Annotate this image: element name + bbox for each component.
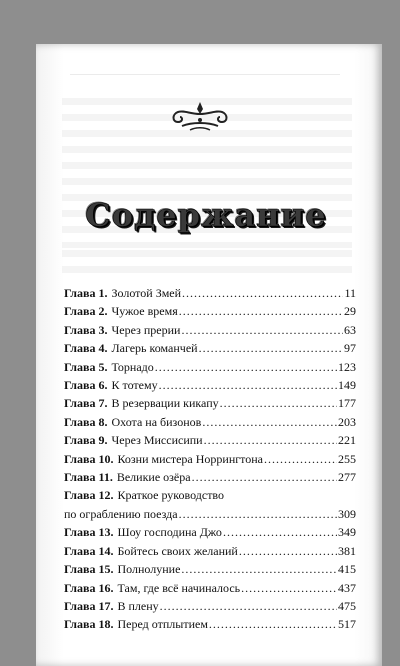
chapter-number: Глава 4. <box>64 341 108 356</box>
toc-entry <box>64 486 356 504</box>
chapter-number: Глава 11. <box>64 470 113 485</box>
leader-dots <box>239 542 337 560</box>
chapter-title: Лагерь команчей <box>111 341 198 356</box>
chapter-number: Глава 9. <box>64 433 108 448</box>
chapter-number: Глава 18. <box>64 617 114 632</box>
page-number: 277 <box>338 470 356 485</box>
chapter-number: Глава 14. <box>64 543 114 558</box>
bleed-through-header <box>70 62 340 75</box>
toc-entry <box>64 615 356 633</box>
chapter-title: Бойтесь своих желаний <box>117 543 238 558</box>
chapter-title: Козни мистера Норрингтона <box>117 451 263 466</box>
chapter-title: Чужое время <box>111 304 178 319</box>
page-number: 29 <box>344 304 356 319</box>
leader-dots <box>159 376 337 394</box>
chapter-title: Золотой Змей <box>111 286 182 300</box>
chapter-title: В резервации кикапу <box>111 396 219 411</box>
page-number: 309 <box>338 506 356 521</box>
leader-dots <box>264 450 337 468</box>
page-number: 221 <box>338 433 356 448</box>
chapter-title-continuation: по ограблению поезда <box>64 506 178 521</box>
page-number: 349 <box>338 525 356 540</box>
page-number: 149 <box>338 378 356 393</box>
page-number: 475 <box>338 598 356 613</box>
chapter-title: Перед отплытием <box>117 617 208 632</box>
chapter-number: Глава 5. <box>64 359 108 374</box>
toc-entry <box>64 450 356 468</box>
page-number: 63 <box>344 322 356 337</box>
toc-entry <box>64 431 356 449</box>
chapter-title: Шоу господина Джо <box>117 525 222 540</box>
chapter-title: Там, где всё начиналось <box>117 580 241 595</box>
chapter-title: Через Миссисипи <box>111 433 203 448</box>
leader-dots <box>181 321 343 339</box>
leader-dots <box>155 358 337 376</box>
toc-entry <box>64 523 356 541</box>
chapter-number: Глава 8. <box>64 414 108 429</box>
toc-entry <box>64 560 356 578</box>
page-number: 11 <box>344 286 356 300</box>
leader-dots <box>209 615 337 633</box>
page-number: 517 <box>338 617 356 632</box>
chapter-title: Охота на бизонов <box>111 414 202 429</box>
toc-entry-continuation <box>64 505 356 523</box>
leader-dots <box>181 560 337 578</box>
leader-dots <box>220 394 337 412</box>
leader-dots <box>204 431 337 449</box>
leader-dots <box>241 579 337 597</box>
page-number: 97 <box>344 341 356 356</box>
chapter-title: К тотему <box>111 378 158 393</box>
toc-entry <box>64 413 356 431</box>
chapter-title: Великие озёра <box>116 470 191 485</box>
chapter-title: Через прерии <box>111 322 181 337</box>
bleed-through-text-2 <box>62 250 352 280</box>
toc-entry <box>64 394 356 412</box>
chapter-number: Глава 13. <box>64 525 114 540</box>
leader-dots <box>160 597 337 615</box>
chapter-title: В плену <box>117 598 159 613</box>
leader-dots <box>192 468 337 486</box>
toc-entry <box>64 579 356 597</box>
chapter-title: Полнолуние <box>117 562 181 577</box>
chapter-number: Глава 2. <box>64 304 108 319</box>
toc-entry <box>64 302 356 320</box>
leader-dots <box>223 523 337 541</box>
toc-entry <box>64 376 356 394</box>
toc-entry <box>64 468 356 486</box>
chapter-number: Глава 17. <box>64 598 114 613</box>
page-number: 255 <box>338 451 356 466</box>
flourish-ornament-icon <box>168 100 232 134</box>
chapter-title: Торнадо <box>111 359 154 374</box>
toc-entry <box>64 542 356 560</box>
leader-dots <box>179 302 343 320</box>
table-of-contents <box>64 284 356 634</box>
toc-entry <box>64 358 356 376</box>
chapter-number: Глава 7. <box>64 396 108 411</box>
page-title: Содержание <box>85 196 327 234</box>
page-title-container <box>85 192 327 238</box>
chapter-number: Глава 6. <box>64 378 108 393</box>
chapter-number: Глава 12. <box>64 488 114 503</box>
chapter-number: Глава 3. <box>64 322 108 337</box>
chapter-number: Глава 16. <box>64 580 114 595</box>
toc-entry <box>64 597 356 615</box>
page-number: 415 <box>338 562 356 577</box>
page-number: 437 <box>338 580 356 595</box>
page-number: 381 <box>338 543 356 558</box>
toc-entry <box>64 339 356 357</box>
leader-dots <box>182 284 343 302</box>
leader-dots <box>199 339 343 357</box>
page-number: 203 <box>338 414 356 429</box>
page-number: 123 <box>338 359 356 374</box>
chapter-number: Глава 10. <box>64 451 114 466</box>
page-number: 177 <box>338 396 356 411</box>
chapter-number: Глава 15. <box>64 562 114 577</box>
chapter-title: Краткое руководство <box>117 488 225 503</box>
toc-entry <box>64 321 356 339</box>
leader-dots <box>179 505 337 523</box>
chapter-number: Глава 1. <box>64 286 108 300</box>
toc-entry <box>64 284 356 302</box>
leader-dots <box>202 413 337 431</box>
